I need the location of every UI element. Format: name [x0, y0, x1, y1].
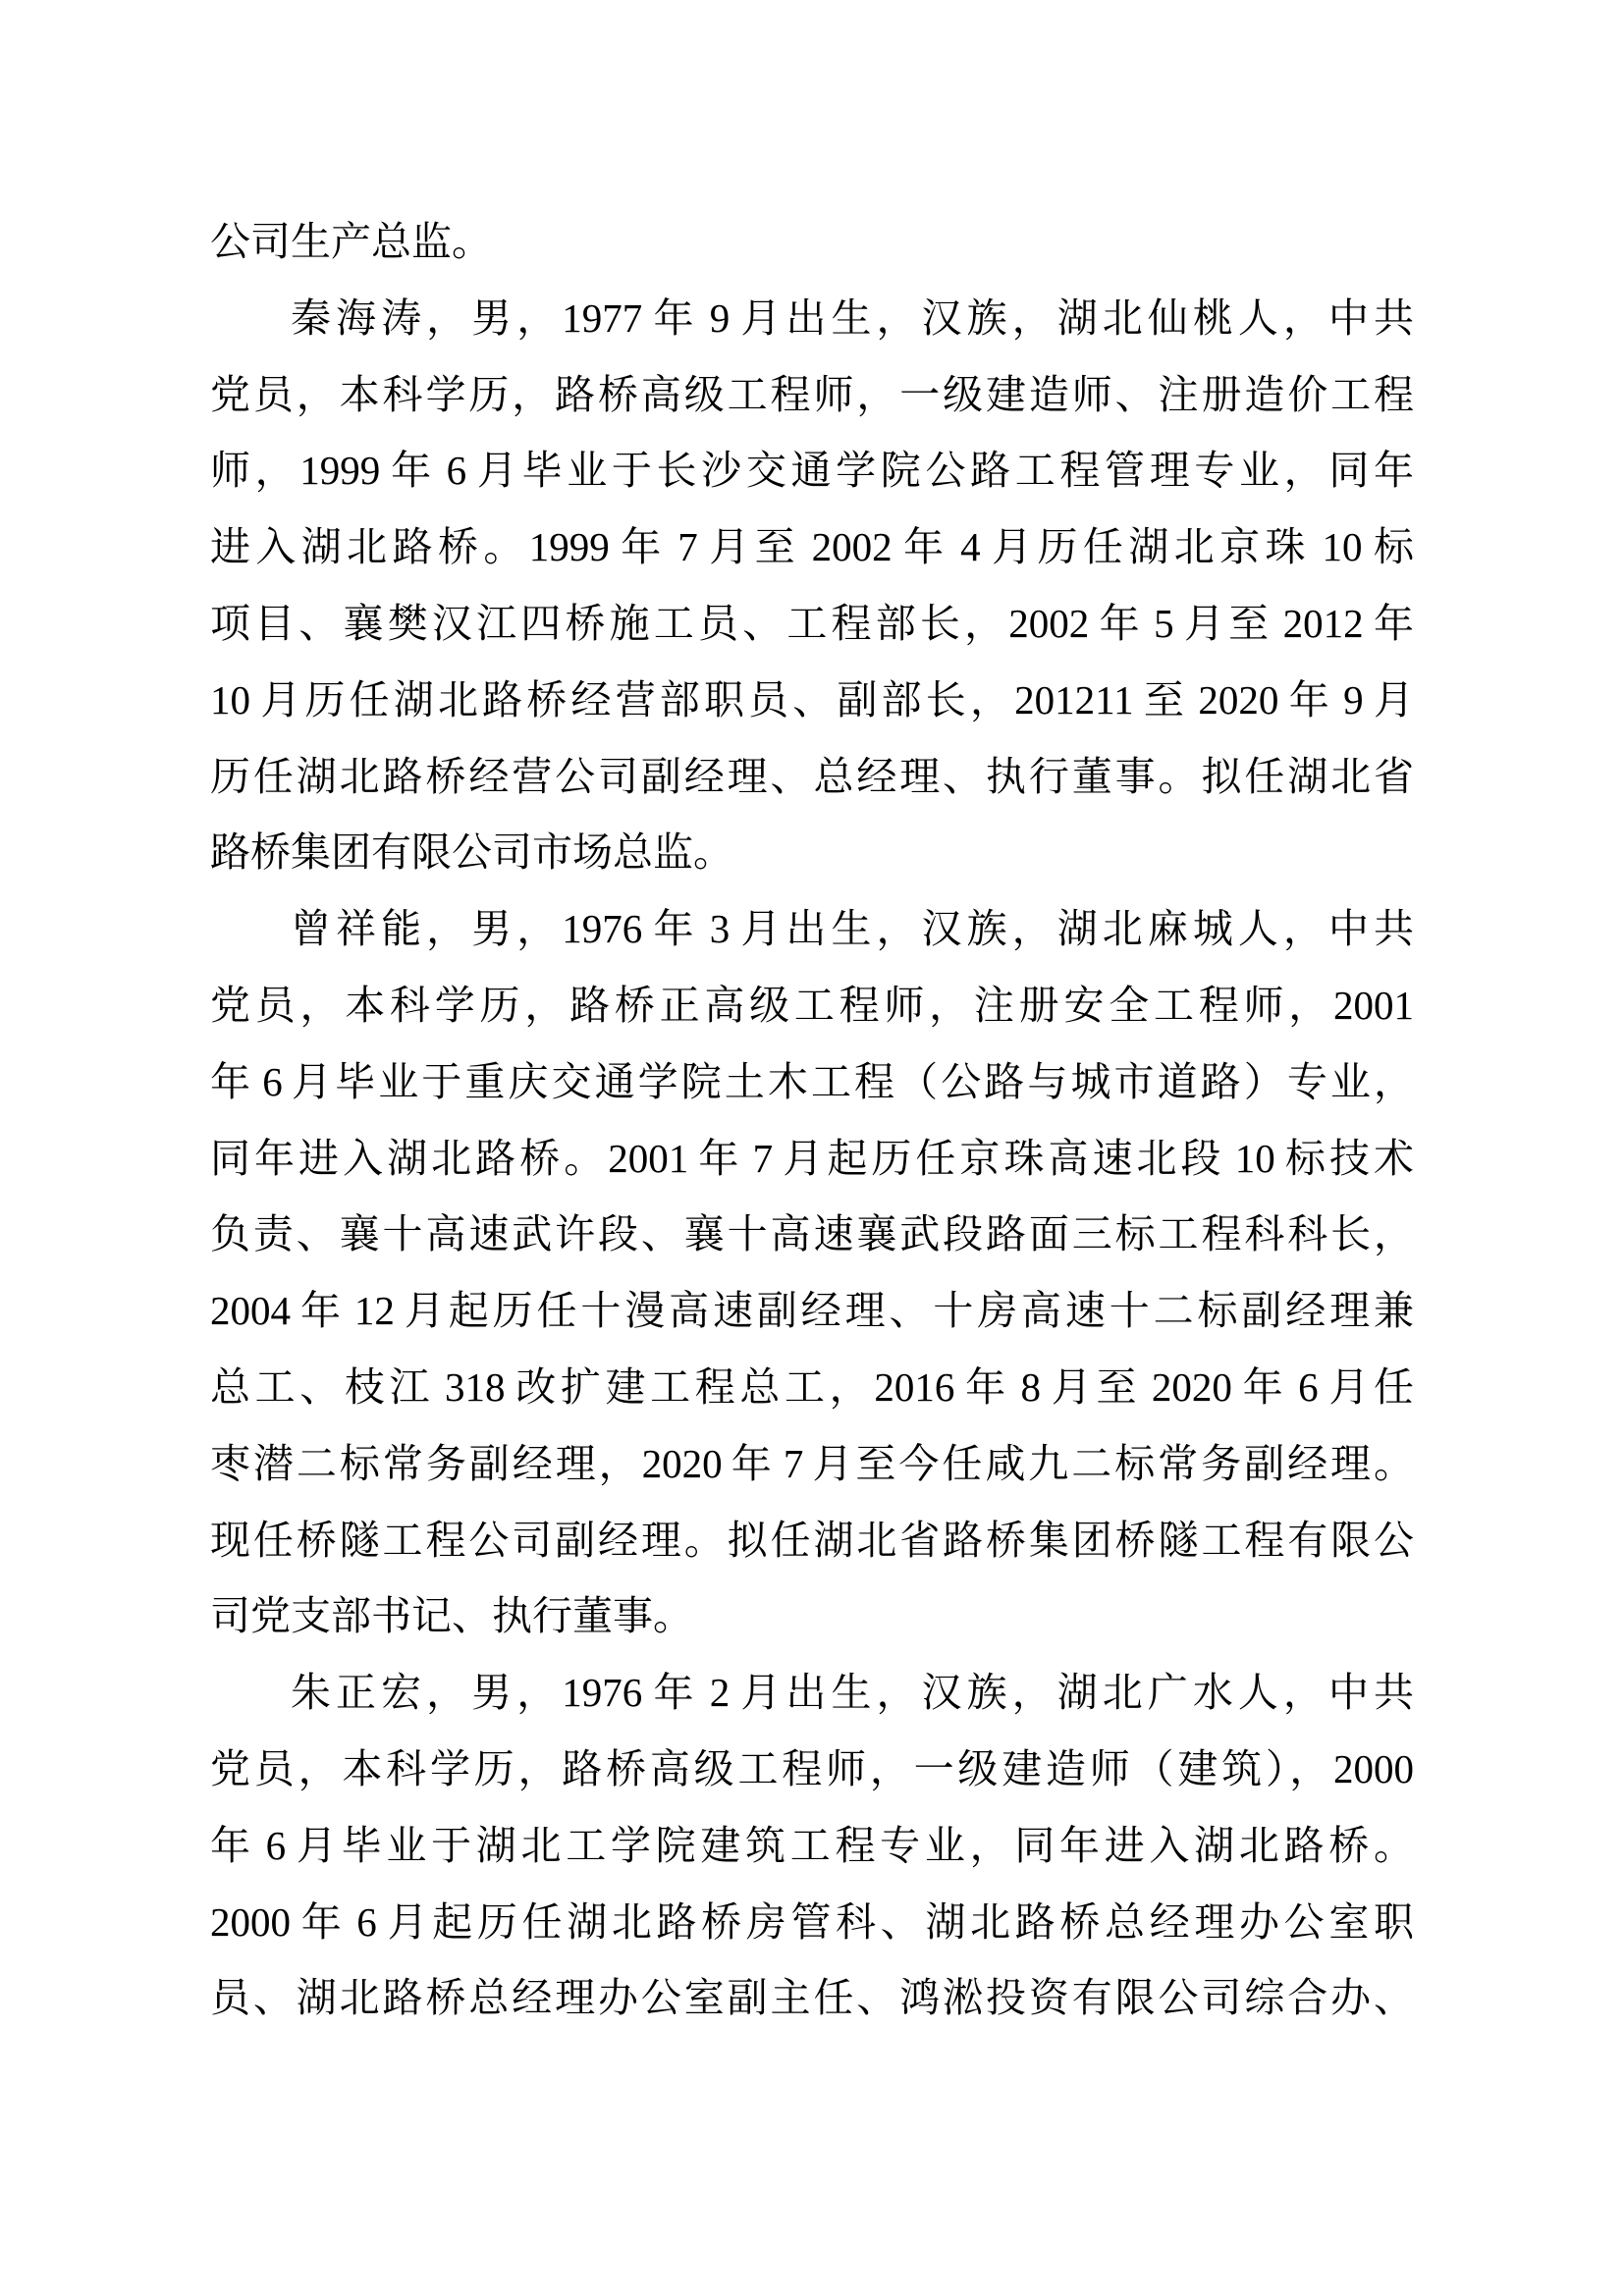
text-line: 司党支部书记、执行董事。: [210, 1593, 693, 1639]
text-line: 枣潜二标常务副经理，2020 年 7 月至今任咸九二标常务副经理。: [210, 1440, 1414, 1486]
document-page: [210, 204, 1414, 2037]
text-line: 党员，本科学历，路桥高级工程师，一级建造师（建筑），2000: [210, 1745, 1414, 1791]
text-line: 党员，本科学历，路桥正高级工程师，注册安全工程师，2001: [210, 982, 1414, 1028]
text-line: 党员，本科学历，路桥高级工程师，一级建造师、注册造价工程: [210, 371, 1414, 417]
text-line: 年 6 月毕业于湖北工学院建筑工程专业，同年进入湖北路桥。: [210, 1822, 1414, 1868]
text-line: 曾祥能，男，1976 年 3 月出生，汉族，湖北麻城人，中共: [291, 906, 1414, 952]
text-line: 年 6 月毕业于重庆交通学院土木工程（公路与城市道路）专业，: [210, 1058, 1414, 1104]
text-line: 历任湖北路桥经营公司副经理、总经理、执行董事。拟任湖北省: [210, 753, 1414, 799]
text-line: 10 月历任湖北路桥经营部职员、副部长，201211 至 2020 年 9 月: [210, 676, 1414, 722]
text-line: 员、湖北路桥总经理办公室副主任、鸿淞投资有限公司综合办、: [210, 1975, 1414, 2021]
text-line: 同年进入湖北路桥。2001 年 7 月起历任京珠高速北段 10 标技术: [210, 1135, 1414, 1181]
text-line: 负责、襄十高速武许段、襄十高速襄武段路面三标工程科科长，: [210, 1211, 1414, 1257]
text-line: 现任桥隧工程公司副经理。拟任湖北省路桥集团桥隧工程有限公: [210, 1517, 1414, 1563]
text-line: 2004 年 12 月起历任十漫高速副经理、十房高速十二标副经理兼: [210, 1288, 1414, 1334]
text-line: 师，1999 年 6 月毕业于长沙交通学院公路工程管理专业，同年: [210, 448, 1414, 494]
text-line: 项目、襄樊汉江四桥施工员、工程部长，2002 年 5 月至 2012 年: [210, 600, 1414, 646]
text-line: 秦海涛，男，1977 年 9 月出生，汉族，湖北仙桃人，中共: [291, 294, 1414, 341]
text-line: 进入湖北路桥。1999 年 7 月至 2002 年 4 月历任湖北京珠 10 标: [210, 524, 1414, 570]
text-line: 总工、枝江 318 改扩建工程总工，2016 年 8 月至 2020 年 6 月任: [210, 1363, 1414, 1410]
text-line: 2000 年 6 月起历任湖北路桥房管科、湖北路桥总经理办公室职: [210, 1898, 1414, 1945]
text-line: 路桥集团有限公司市场总监。: [210, 829, 733, 876]
text-line: 公司生产总监。: [210, 219, 492, 264]
text-line: 朱正宏，男，1976 年 2 月出生，汉族，湖北广水人，中共: [291, 1670, 1414, 1716]
